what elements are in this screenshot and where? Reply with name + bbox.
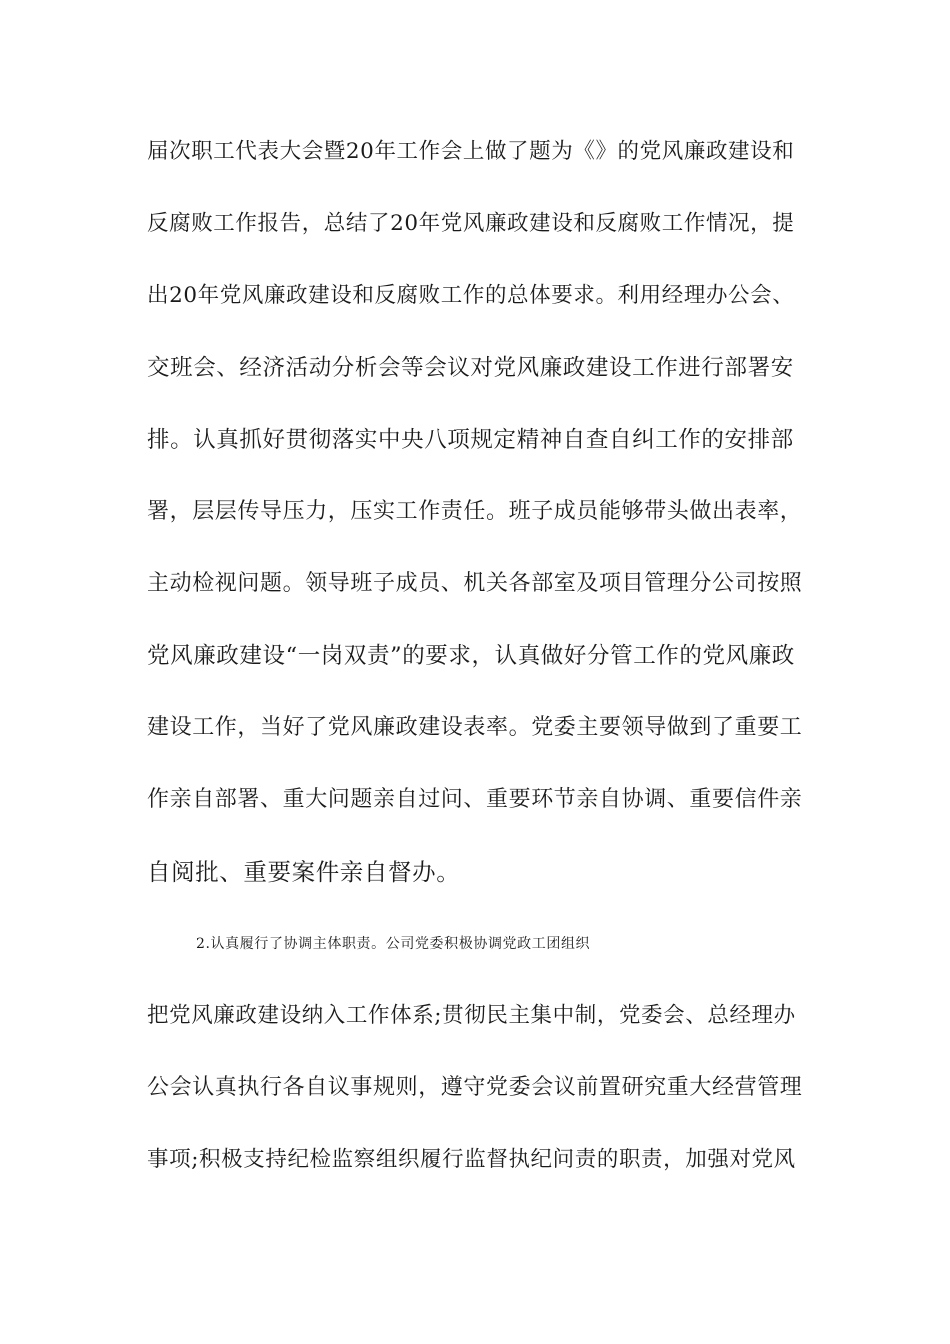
paragraph-line: 届次职工代表大会暨20年工作会上做了题为《》的党风廉政建设和 — [147, 139, 795, 164]
paragraph-line: 党风廉政建设“一岗双责”的要求，认真做好分管工作的党风廉政 — [147, 643, 795, 669]
paragraph-line: 自阅批、重要案件亲自督办。 — [147, 858, 461, 886]
paragraph-line: 作亲自部署、重大问题亲自过问、重要环节亲自协调、重要信件亲 — [147, 787, 803, 812]
paragraph-line: 交班会、经济活动分析会等会议对党风廉政建设工作进行部署安 — [147, 355, 794, 381]
paragraph-line: 排。认真抓好贯彻落实中央八项规定精神自查自纠工作的安排部 — [147, 427, 794, 453]
paragraph-line: 公会认真执行各自议事规则，遵守党委会议前置研究重大经营管理 — [147, 1075, 803, 1100]
paragraph-line: 事项;积极支持纪检监察组织履行监督执纪问责的职责，加强对党风 — [147, 1147, 796, 1172]
paragraph-line: 署，层层传导压力，压实工作责任。班子成员能够带头做出表率， — [147, 499, 803, 524]
paragraph-line: 建设工作，当好了党风廉政建设表率。党委主要领导做到了重要工 — [147, 715, 803, 740]
paragraph-line: 出20年党风廉政建设和反腐败工作的总体要求。利用经理办公会、 — [147, 283, 795, 308]
paragraph-line: 把党风廉政建设纳入工作体系;贯彻民主集中制，党委会、总经理办 — [147, 1003, 796, 1028]
paragraph-line: 反腐败工作报告，总结了20年党风廉政建设和反腐败工作情况，提 — [147, 211, 795, 236]
paragraph-line: 主动检视问题。领导班子成员、机关各部室及项目管理分公司按照 — [147, 571, 803, 596]
paragraph-line-indented: 2.认真履行了协调主体职责。公司党委积极协调党政工团组织 — [196, 936, 591, 952]
